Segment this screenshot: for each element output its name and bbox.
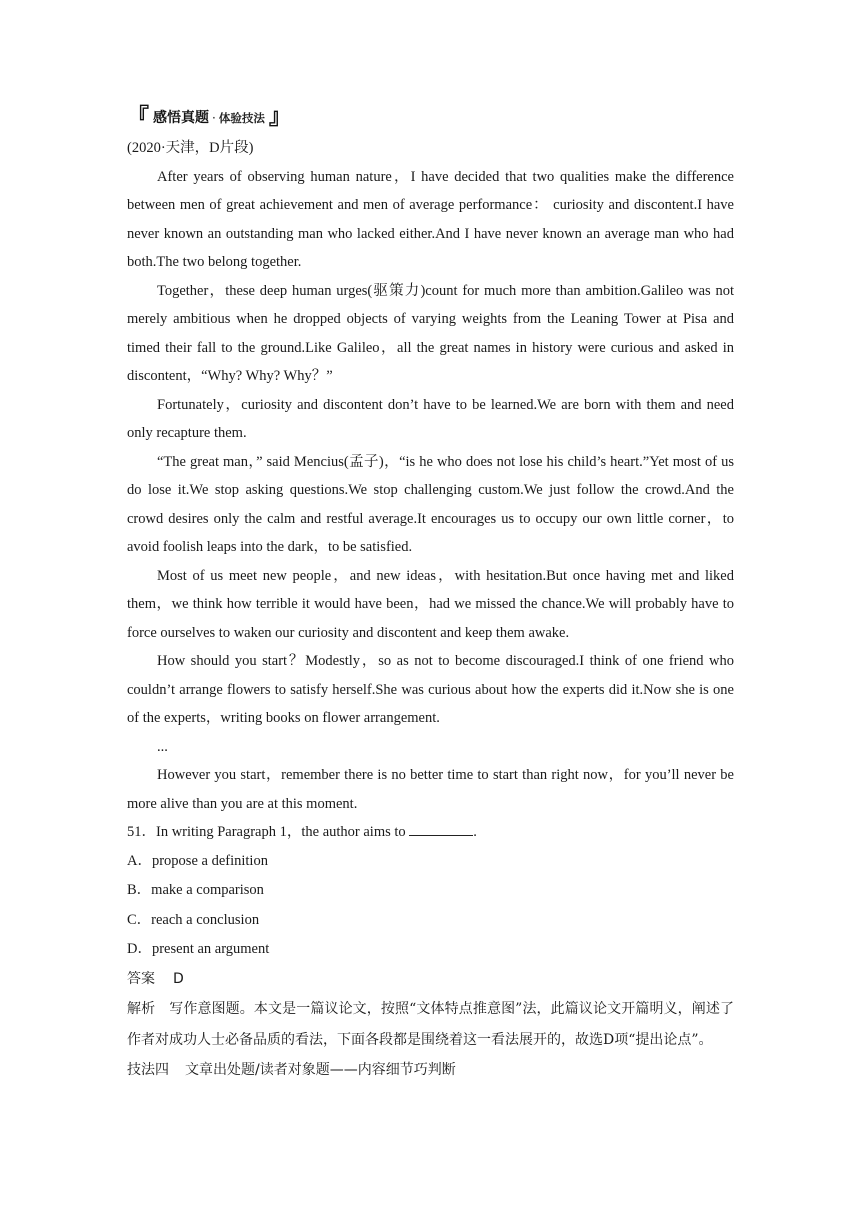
- question-stem: [127, 818, 734, 847]
- passage-paragraph: “The great man，” said Mencius(孟子)，“is he who does not lose his child’s heart.”Yet most of us do lose it.We stop asking questions.We stop challenging custom.We just follow the crowd.And the crowd desires only the calm and restful average.It encourages us to occupy our own little corner，to avoid foolish leaps into the dark，to be satisfied.: [127, 453, 734, 555]
- section-title-dot: ·: [212, 110, 216, 125]
- analysis-label: 解析: [127, 1000, 156, 1017]
- answer-blank: [409, 821, 473, 836]
- analysis: [127, 994, 734, 1056]
- question-end: .: [473, 824, 477, 840]
- option-b: B．make a comparison: [127, 882, 264, 898]
- answer-label: 答案: [127, 970, 155, 987]
- technique-label: 技法四: [127, 1061, 169, 1078]
- question-text: 51．In writing Paragraph 1，the author aims to: [127, 824, 406, 840]
- technique-heading: [127, 1056, 734, 1085]
- answer: [127, 965, 734, 994]
- right-bracket-icon: 』: [268, 105, 291, 130]
- passage-paragraph: Together，these deep human urges(驱策力)count for much more than ambition.Galileo was not merely ambitious when he dropped objects of varying weights from the Leaning Tower at Pisa and timed their fall to the ground.Like Galileo，all the great names in history were curious and asked in discontent，“Why? Why? Why？”: [127, 282, 734, 384]
- passage-ellipsis: ...: [157, 738, 168, 755]
- option-c: C．reach a conclusion: [127, 911, 260, 928]
- passage-paragraph: However you start，remember there is no better time to start than right now，for you’ll never be more alive than you are at this moment.: [127, 767, 734, 812]
- left-bracket-icon: 『: [127, 105, 150, 130]
- technique-text: 文章出处题/读者对象题——内容细节巧判断: [185, 1061, 456, 1078]
- document-page: [127, 104, 734, 1085]
- section-title: 感悟真题: [153, 109, 210, 126]
- passage-source: (2020·天津，D片段): [127, 140, 254, 156]
- section-header: [127, 104, 734, 132]
- passage-paragraph: After years of observing human nature，I have decided that two qualities make the difference between men of great achievement and men of average performance： curiosity and discontent.I have never known an outstanding man who lacked either.And I have never known an average man who had both.The two belong together.: [127, 168, 734, 270]
- option-a: A．propose a definition: [127, 852, 268, 869]
- passage-paragraph: Fortunately，curiosity and discontent don’t have to be learned.We are born with them and need only recapture them.: [127, 396, 734, 441]
- passage-paragraph: How should you start？Modestly，so as not to become discouraged.I think of one friend who couldn’t arrange flowers to satisfy herself.She was curious about how the experts did it.Now she is one of the experts，writing books on flower arrangement.: [127, 653, 734, 726]
- answer-value: D: [173, 970, 184, 987]
- option-d: D．present an argument: [127, 941, 270, 957]
- passage-paragraph: Most of us meet new people，and new ideas，with hesitation.But once having met and liked them，we think how terrible it would have been，had we missed the chance.We will probably have to force ourselves to waken our curiosity and discontent and keep them awake.: [127, 567, 734, 641]
- section-subtitle: 体验技法: [218, 110, 265, 125]
- analysis-text: 写作意图题。本文是一篇议论文，按照“文体特点推意图”法，此篇议论文开篇明义，阐述了作者对成功人士必备品质的看法，下面各段都是围绕着这一看法展开的，故选D项“提出论点”。: [127, 1000, 735, 1048]
